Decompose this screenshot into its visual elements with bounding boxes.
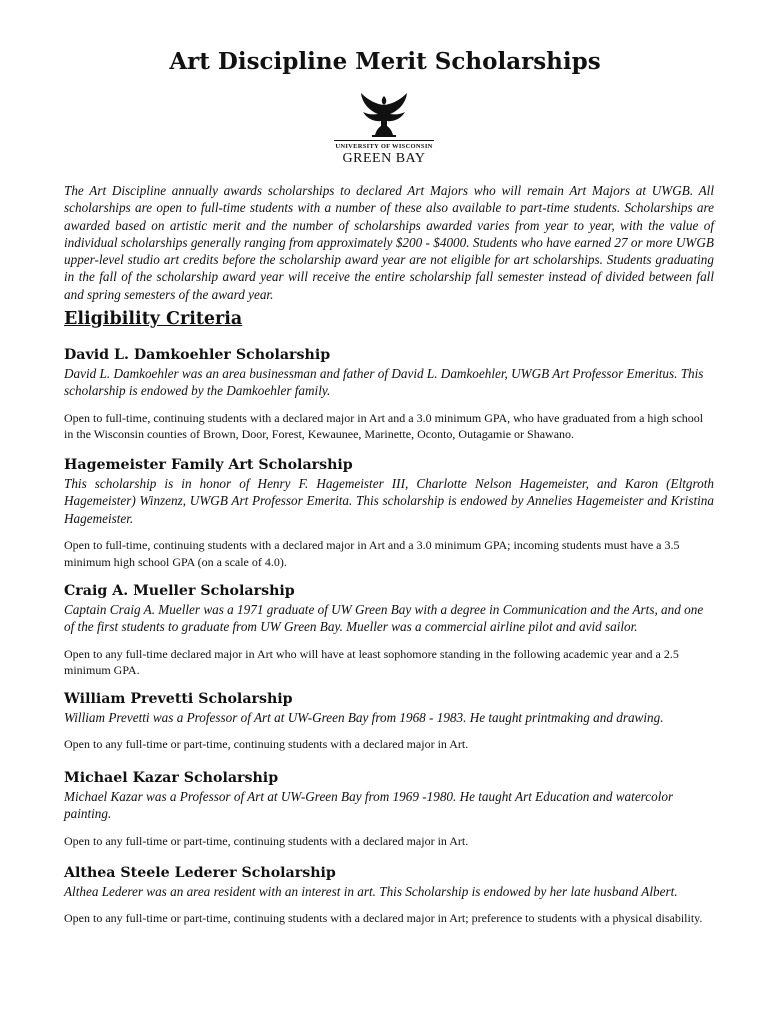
scholarship-eligibility: Open to any full-time or part-time, continuing students with a declared major in Art. <box>64 833 469 848</box>
scholarship-description: Captain Craig A. Mueller was a 1971 graduate of UW Green Bay with a degree in Communication and the Arts, and one of the first students to graduate from UW Green Bay. Mueller was a commercial airline pilot and avid sailor. <box>64 602 704 635</box>
scholarship-description: Michael Kazar was a Professor of Art at UW-Green Bay from 1969 -1980. He taught Art Education and watercolor painting. <box>64 789 674 822</box>
phoenix-icon <box>352 92 416 138</box>
intro-paragraph: The Art Discipline annually awards scholarships to declared Art Majors who will remain Art Majors at UWGB. All scholarships are open to full-time students with a number of these also available to part-time students. Scholarships are awarded based on artistic merit and the number of scholarships awarded varies from year to year, with the value of individual scholarships generally ranging from approximately $200 - $4000. Students who have earned 27 or more UWGB upper-level studio art credits before the scholarship award year are not eligible for art scholarships. Students graduating in the fall of the scholarship award year will receive the entire scholarship fall semester instead of divided between fall and spring semesters of the award year. <box>64 183 714 302</box>
eligibility-heading: Eligibility Criteria <box>64 309 243 329</box>
scholarship-eligibility: Open to full-time, continuing students with a declared major in Art and a 3.0 minimum GPA; incoming students must have a 3.5 minimum high school GPA (on a scale of 4.0). <box>64 538 680 569</box>
university-logo <box>334 92 434 172</box>
scholarship-title: Craig A. Mueller Scholarship <box>64 583 295 599</box>
scholarship-description: William Prevetti was a Professor of Art at UW-Green Bay from 1968 - 1983. He taught printmaking and drawing. <box>64 710 664 725</box>
page-title: Art Discipline Merit Scholarships <box>169 48 601 75</box>
scholarship-eligibility: Open to any full-time or part-time, continuing students with a declared major in Art; preference to students with a physical disability. <box>64 911 703 926</box>
scholarship-eligibility: Open to any full-time or part-time, continuing students with a declared major in Art. <box>64 737 469 752</box>
scholarship-damkoehler <box>64 346 714 443</box>
scholarship-title: Hagemeister Family Art Scholarship <box>64 457 353 473</box>
scholarship-mueller <box>64 582 714 679</box>
scholarship-title: Michael Kazar Scholarship <box>64 770 279 786</box>
scholarship-title: Althea Steele Lederer Scholarship <box>64 865 336 881</box>
scholarship-title: David L. Damkoehler Scholarship <box>64 347 331 363</box>
scholarship-hagemeister <box>64 456 714 570</box>
scholarship-eligibility: Open to any full-time declared major in Art who will have at least sophomore standing in the following academic year and a 2.5 minimum GPA. <box>64 646 679 678</box>
scholarship-kazar <box>64 769 714 849</box>
scholarship-description: This scholarship is in honor of Henry F. Hagemeister III, Charlotte Nelson Hagemeister, and Karon (Eltgroth Hagemeister) Winzenz, UWGB Art Professor Emerita. This scholarship is endowed by Annelies Hagemeister and Kristina Hagemeister. <box>64 476 714 526</box>
scholarship-lederer <box>64 864 714 927</box>
scholarship-prevetti <box>64 690 714 753</box>
scholarship-title: William Prevetti Scholarship <box>64 691 293 707</box>
scholarship-description: David L. Damkoehler was an area businessman and father of David L. Damkoehler, UWGB Art Professor Emeritus. This scholarship is endowed by the Damkoehler family. <box>64 366 704 399</box>
scholarship-description: Althea Lederer was an area resident with an interest in art. This Scholarship is endowed by her late husband Albert. <box>64 884 678 899</box>
logo-green-bay-text: GREEN BAY <box>342 151 426 166</box>
logo-university-text: UNIVERSITY OF WISCONSIN <box>334 140 434 150</box>
scholarship-eligibility: Open to full-time, continuing students with a declared major in Art and a 3.0 minimum GPA, who have graduated from a high school in the Wisconsin counties of Brown, Door, Forest, Kewaunee, Marinette, Oconto, Outagamie or Shawano. <box>64 410 704 442</box>
